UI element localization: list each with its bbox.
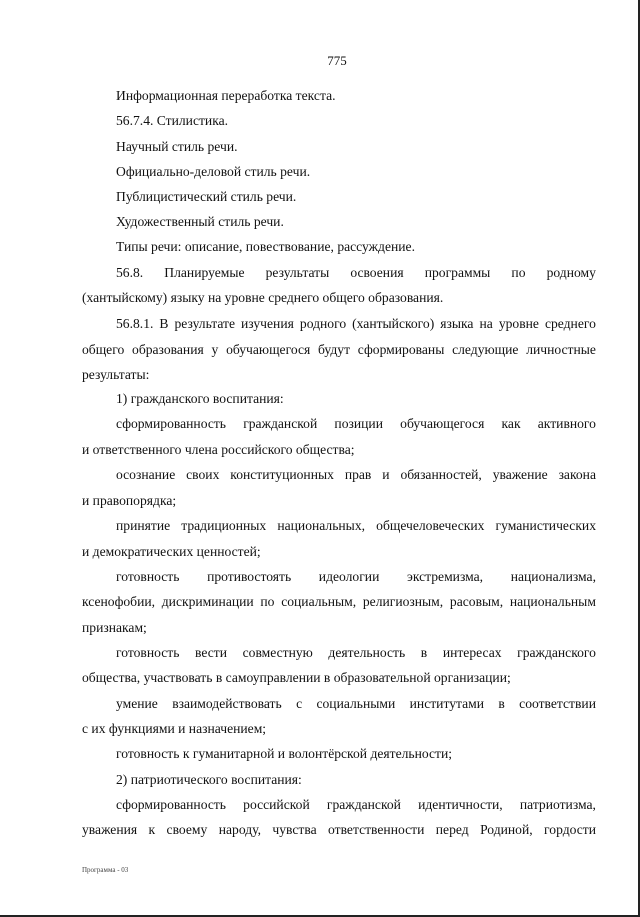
justified-line bbox=[116, 266, 596, 280]
word: результаты bbox=[265, 265, 330, 280]
word: гордости bbox=[544, 822, 596, 837]
word: российской bbox=[243, 797, 310, 812]
word: (хантыйского) bbox=[352, 316, 435, 331]
text-line: (хантыйскому) языку на уровне среднего общего образования. bbox=[82, 290, 444, 305]
word: освоения bbox=[350, 265, 404, 280]
word: принятие bbox=[116, 518, 171, 533]
word: своему bbox=[166, 822, 208, 837]
word: социальными bbox=[316, 696, 396, 711]
word: на bbox=[479, 316, 493, 331]
text-line: признакам; bbox=[82, 620, 147, 635]
word: В bbox=[159, 316, 169, 331]
word: уважения bbox=[82, 822, 138, 837]
word: соответствии bbox=[519, 696, 596, 711]
word: противостоять bbox=[207, 569, 292, 584]
word: идеологии bbox=[318, 569, 380, 584]
word: результате bbox=[174, 316, 236, 331]
word: у bbox=[211, 342, 219, 357]
word: уважение bbox=[492, 467, 548, 482]
footer-label: Программа - 03 bbox=[82, 866, 129, 874]
word: перед bbox=[435, 822, 469, 837]
justified-line bbox=[82, 595, 596, 609]
word: родному bbox=[546, 265, 596, 280]
text-line: и правопорядка; bbox=[82, 493, 177, 508]
justified-line bbox=[116, 468, 596, 482]
word: гражданской bbox=[326, 797, 401, 812]
text-line: Информационная переработка текста. bbox=[116, 88, 336, 103]
word: общечеловеческих bbox=[376, 518, 485, 533]
text-line: Научный стиль речи. bbox=[116, 139, 238, 154]
word: закона bbox=[558, 467, 596, 482]
justified-line bbox=[116, 697, 596, 711]
word: по bbox=[260, 594, 275, 609]
word: традиционных bbox=[181, 518, 267, 533]
word: сформированность bbox=[116, 797, 226, 812]
word: расовым, bbox=[449, 594, 504, 609]
justified-line bbox=[116, 317, 596, 331]
justified-line bbox=[116, 417, 596, 431]
text-line: и демократических ценностей; bbox=[82, 544, 261, 559]
word: изучения bbox=[241, 316, 294, 331]
text-line: с их функциями и назначением; bbox=[82, 721, 267, 736]
justified-line bbox=[116, 570, 596, 584]
justified-line bbox=[116, 646, 596, 660]
word: 56.8.1. bbox=[116, 316, 154, 331]
word: готовность bbox=[116, 569, 180, 584]
word: к bbox=[148, 822, 156, 837]
word: образования bbox=[132, 342, 204, 357]
word: обучающегося bbox=[226, 342, 311, 357]
word: личностные bbox=[526, 342, 596, 357]
text-line: Публицистический стиль речи. bbox=[116, 189, 297, 204]
word: в bbox=[498, 696, 505, 711]
justified-line bbox=[82, 343, 596, 357]
text-line: результаты: bbox=[82, 367, 150, 382]
text-line: готовность к гуманитарной и волонтёрской деятельности; bbox=[116, 746, 453, 761]
word: позиции bbox=[334, 416, 383, 431]
word: обязанностей, bbox=[400, 467, 482, 482]
word: сформированность bbox=[116, 416, 226, 431]
word: готовность bbox=[116, 645, 180, 660]
text-line: Официально-деловой стиль речи. bbox=[116, 164, 311, 179]
word: Планируемые bbox=[164, 265, 245, 280]
list-heading: 1) гражданского воспитания: bbox=[116, 391, 284, 406]
word: по bbox=[511, 265, 526, 280]
word: и bbox=[382, 467, 390, 482]
word: 56.8. bbox=[116, 265, 144, 280]
text-line: Художественный стиль речи. bbox=[116, 214, 284, 229]
word: активного bbox=[537, 416, 596, 431]
word: умение bbox=[116, 696, 158, 711]
word: в bbox=[420, 645, 428, 660]
word: будут bbox=[318, 342, 351, 357]
word: гражданского bbox=[517, 645, 596, 660]
word: программы bbox=[424, 265, 491, 280]
word: обучающегося bbox=[400, 416, 485, 431]
word: совместную bbox=[242, 645, 313, 660]
text-line: Типы речи: описание, повествование, рассуждение. bbox=[116, 239, 415, 254]
word: прав bbox=[344, 467, 372, 482]
page-number: 775 bbox=[327, 53, 347, 68]
word: социальным, bbox=[281, 594, 357, 609]
word: национальных, bbox=[277, 518, 366, 533]
section-heading: 56.7.4. Стилистика. bbox=[116, 113, 229, 128]
word: своих bbox=[186, 467, 220, 482]
word: народу, bbox=[218, 822, 261, 837]
word: гуманистических bbox=[495, 518, 596, 533]
word: национализма, bbox=[510, 569, 596, 584]
text-line: и ответственного члена российского общества; bbox=[82, 442, 355, 457]
word: ксенофобии, bbox=[82, 594, 156, 609]
word: экстремизма, bbox=[407, 569, 484, 584]
list-heading: 2) патриотического воспитания: bbox=[116, 772, 302, 787]
word: конституционных bbox=[230, 467, 334, 482]
word: как bbox=[501, 416, 521, 431]
word: Родиной, bbox=[480, 822, 533, 837]
word: сформированы bbox=[357, 342, 445, 357]
word: интересах bbox=[442, 645, 502, 660]
word: дискриминации bbox=[161, 594, 254, 609]
word: деятельность bbox=[328, 645, 406, 660]
word: следующие bbox=[452, 342, 519, 357]
word: с bbox=[296, 696, 303, 711]
word: среднего bbox=[544, 316, 596, 331]
text-line: общества, участвовать в самоуправлении в образовательной организации; bbox=[82, 670, 511, 685]
word: взаимодействовать bbox=[172, 696, 282, 711]
word: осознание bbox=[116, 467, 176, 482]
word: родного bbox=[299, 316, 347, 331]
justified-line bbox=[116, 798, 596, 812]
word: идентичности, bbox=[418, 797, 503, 812]
word: чувства bbox=[272, 822, 317, 837]
word: общего bbox=[82, 342, 125, 357]
justified-line bbox=[116, 519, 596, 533]
word: патриотизма, bbox=[519, 797, 596, 812]
word: религиозным, bbox=[362, 594, 444, 609]
word: гражданской bbox=[243, 416, 318, 431]
word: национальным bbox=[509, 594, 596, 609]
word: институтами bbox=[409, 696, 485, 711]
word: ответственности bbox=[328, 822, 425, 837]
justified-line bbox=[82, 823, 596, 837]
word: уровне bbox=[498, 316, 539, 331]
word: языка bbox=[440, 316, 474, 331]
word: вести bbox=[195, 645, 227, 660]
